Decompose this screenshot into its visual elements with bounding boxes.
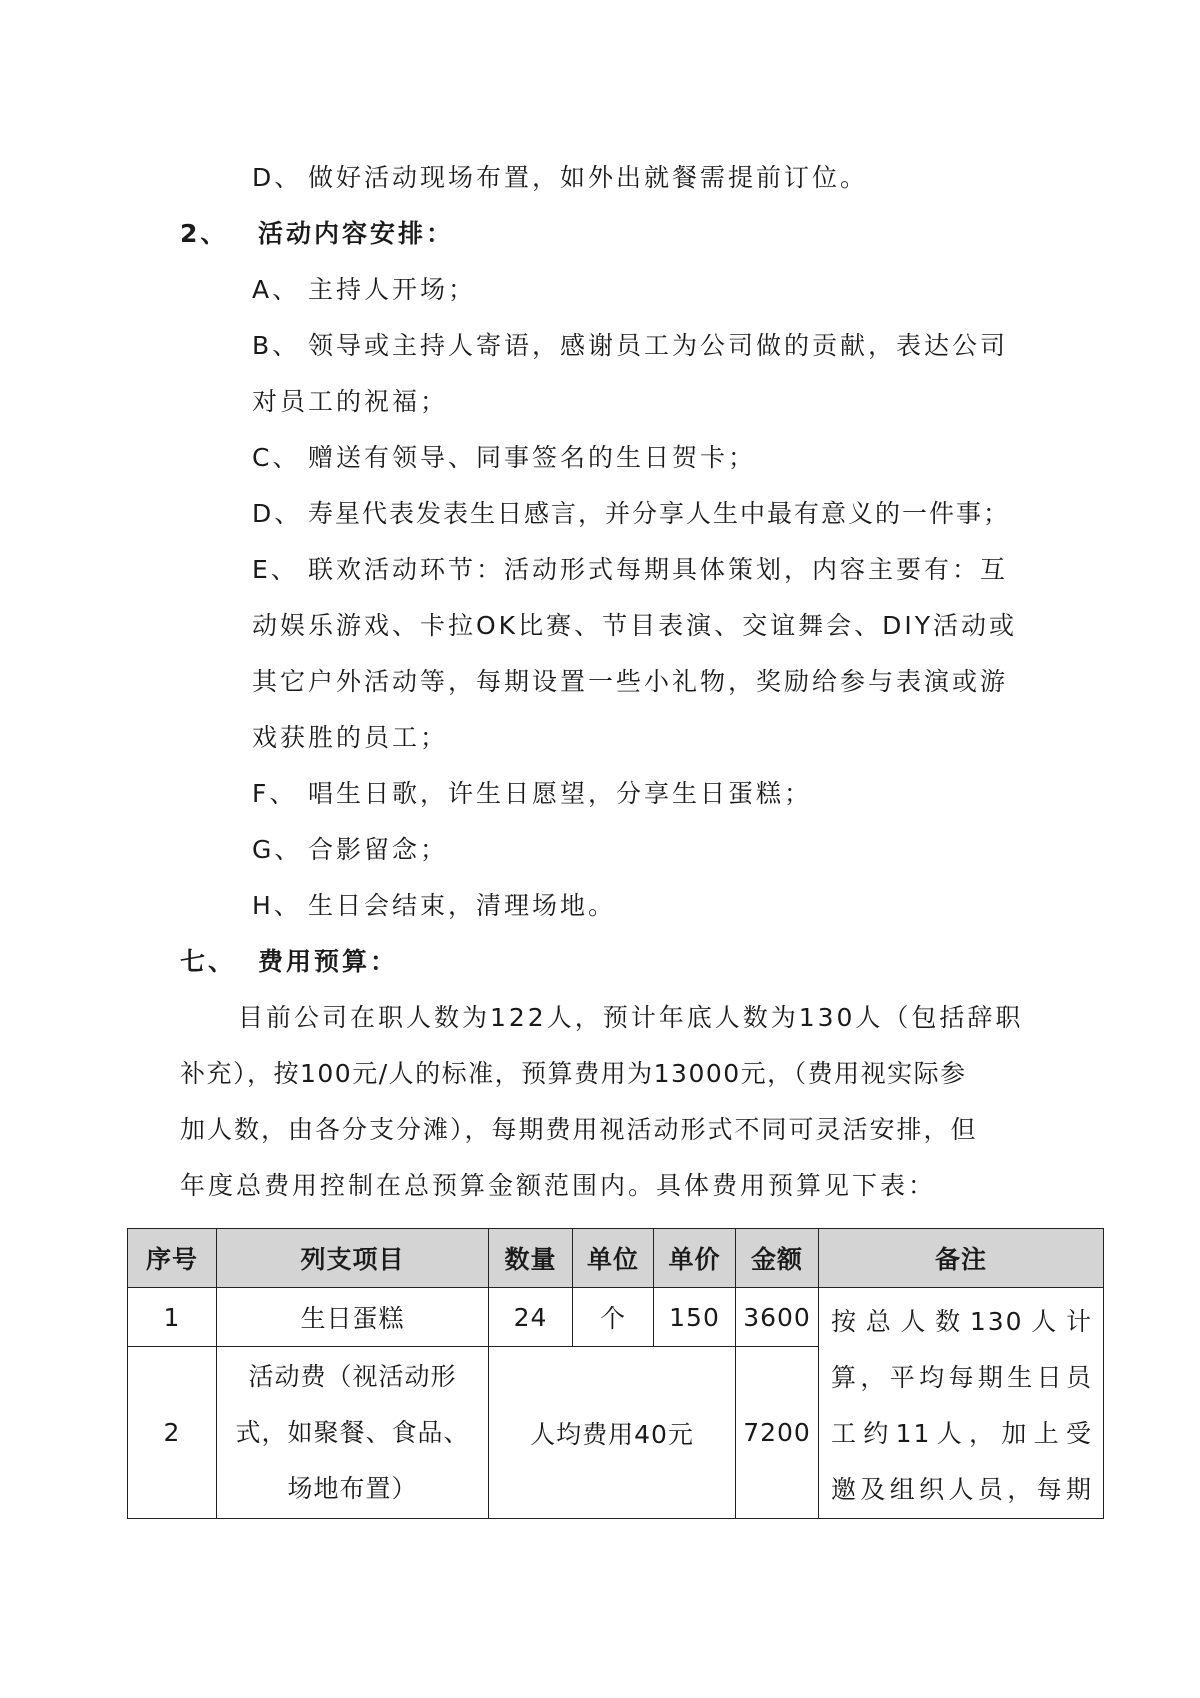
item-marker: B、 <box>252 331 301 360</box>
header-unit: 单位 <box>573 1229 654 1288</box>
item-marker: E、 <box>252 555 299 584</box>
cell-item: 生日蛋糕 <box>217 1288 489 1347</box>
cell-qty: 24 <box>489 1288 573 1347</box>
cell-amount: 7200 <box>736 1347 819 1519</box>
item-marker: C、 <box>252 443 301 472</box>
item-text: 对员工的祝福； <box>252 387 449 416</box>
item-text: 戏获胜的员工； <box>252 723 449 752</box>
header-item: 列支项目 <box>217 1229 489 1288</box>
paragraph-text: 加人数，由各分支分滩），每期费用视活动形式不同可灵活安排，但 <box>180 1115 978 1144</box>
list-item-continuation <box>252 722 448 754</box>
item-line: 活动费（视活动形 <box>248 1361 457 1391</box>
item-text: 动娱乐游戏、卡拉OK比赛、节目表演、交谊舞会、DIY活动或 <box>252 611 1017 640</box>
item-text: 生日会结束，清理场地。 <box>308 891 617 920</box>
header-note: 备注 <box>819 1229 1104 1288</box>
item-text: 其它户外活动等，每期设置一些小礼物，奖励给参与表演或游 <box>252 667 1009 696</box>
item-marker: F、 <box>252 779 298 808</box>
item-marker: D、 <box>252 163 303 192</box>
item-text: 领导或主持人寄语，感谢员工为公司做的贡献，表达公司 <box>308 331 1009 360</box>
item-line: 式，如聚餐、食品、 <box>235 1417 470 1447</box>
cell-no: 1 <box>128 1288 217 1347</box>
note-line: 算，平均每期生日员 <box>831 1363 1093 1392</box>
header-amount: 金额 <box>736 1229 819 1288</box>
paragraph-text: 目前公司在职人数为122人，预计年底人数为130人（包括辞职 <box>238 1003 1024 1032</box>
note-line: 邀及组织人员，每期 <box>831 1475 1093 1504</box>
heading-text: 活动内容安排： <box>258 219 455 248</box>
note-line: 工约11人，加上受 <box>831 1419 1093 1448</box>
budget-table <box>127 1228 1104 1519</box>
cell-item <box>217 1347 489 1519</box>
paragraph-line <box>180 1114 978 1146</box>
item-marker: A、 <box>252 275 301 304</box>
paragraph-line <box>180 1058 967 1090</box>
item-line: 场地布置） <box>287 1473 418 1503</box>
list-item-continuation <box>252 610 1017 642</box>
item-text: 联欢活动环节：活动形式每期具体策划，内容主要有：互 <box>308 555 1009 584</box>
item-marker: G、 <box>252 835 303 864</box>
item-marker: H、 <box>252 891 302 920</box>
note-line: 按总人数130人计 <box>831 1307 1093 1336</box>
header-qty: 数量 <box>489 1229 573 1288</box>
paragraph-text: 年度总费用控制在总预算金额范围内。具体费用预算见下表： <box>180 1171 937 1200</box>
heading-marker: 2、 <box>180 219 229 248</box>
cell-price: 150 <box>654 1288 736 1347</box>
list-item-continuation <box>252 386 448 418</box>
paragraph-line <box>238 1002 1023 1034</box>
item-text: 做好活动现场布置，如外出就餐需提前订位。 <box>308 163 869 192</box>
cell-note <box>819 1288 1104 1519</box>
table-header-row <box>128 1229 1104 1288</box>
heading-text: 费用预算： <box>258 947 399 976</box>
table-row <box>128 1288 1104 1347</box>
item-text: 寿星代表发表生日感言，并分享人生中最有意义的一件事； <box>308 499 1011 528</box>
header-no: 序号 <box>128 1229 217 1288</box>
cell-unit: 个 <box>573 1288 654 1347</box>
item-marker: D、 <box>252 499 303 528</box>
heading-marker: 七、 <box>180 947 237 976</box>
item-text: 主持人开场； <box>308 275 477 304</box>
item-text: 唱生日歌，许生日愿望，分享生日蛋糕； <box>308 779 813 808</box>
paragraph-line <box>180 1170 936 1202</box>
cell-per-person-cost: 人均费用40元 <box>489 1347 736 1519</box>
header-price: 单价 <box>654 1229 736 1288</box>
paragraph-text: 补充），按100元/人的标准，预算费用为13000元，（费用视实际参 <box>180 1059 967 1088</box>
item-text: 合影留念； <box>308 835 449 864</box>
cell-no: 2 <box>128 1347 217 1519</box>
item-text: 赠送有领导、同事签名的生日贺卡； <box>308 443 757 472</box>
list-item-continuation <box>252 666 1008 698</box>
cell-amount: 3600 <box>736 1288 819 1347</box>
